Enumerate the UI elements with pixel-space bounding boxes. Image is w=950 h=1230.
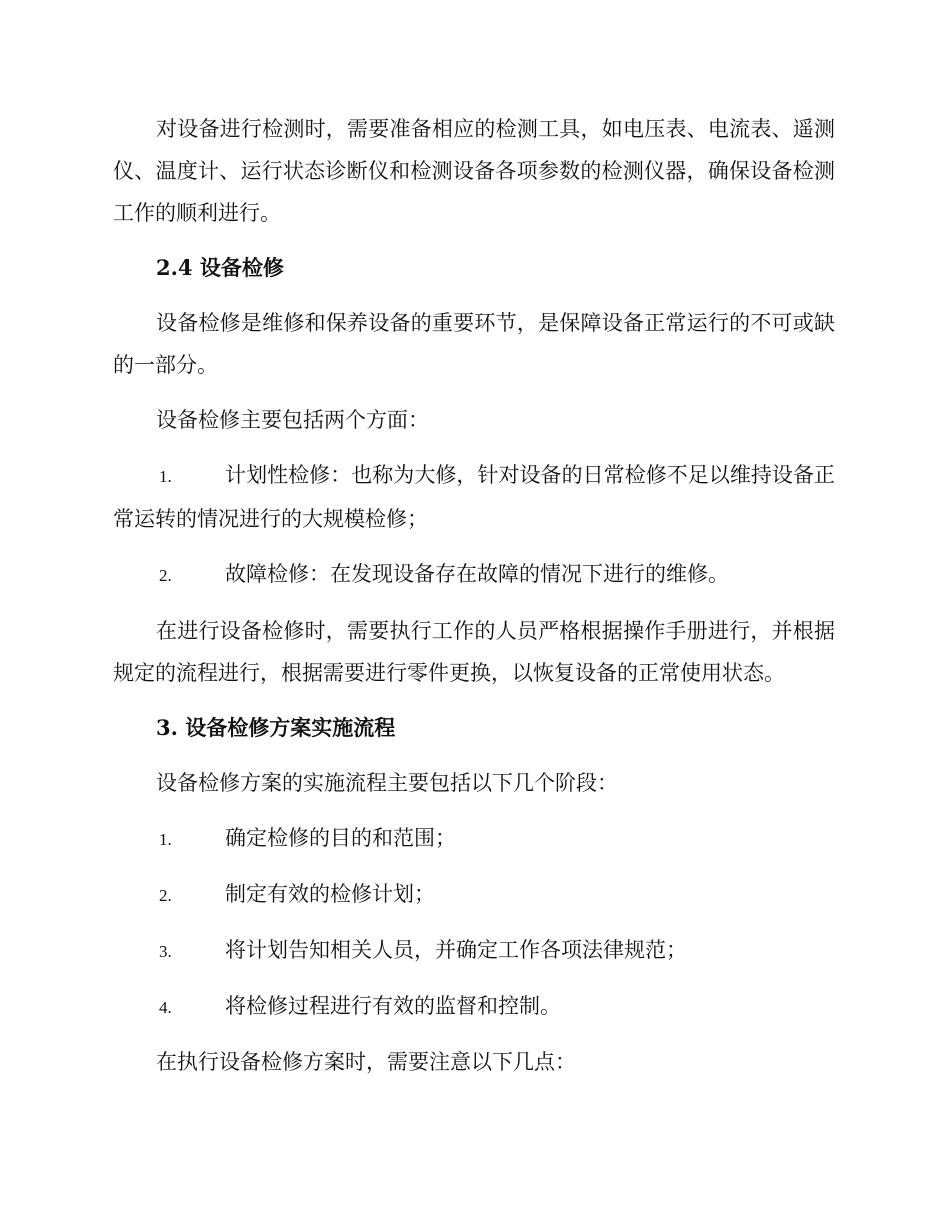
paragraph-detection-tools: 对设备进行检测时，需要准备相应的检测工具，如电压表、电流表、遥测仪、温度计、运行状态诊断仪和检测设备各项参数的检测仪器，确保设备检测工作的顺利进行。 [113,117,835,225]
list-number: 2. [159,566,172,585]
list-item-text: 制定有效的检修计划； [225,882,435,906]
list-item [113,454,835,540]
paragraph-maintenance-intro: 设备检修是维修和保养设备的重要环节，是保障设备正常运行的不可或缺的一部分。 [113,311,835,377]
paragraph-notes-intro: 在执行设备检修方案时，需要注意以下几点： [156,1050,576,1074]
list-number: 3. [159,942,172,961]
list-item-text: 将检修过程进行有效的监督和控制。 [225,994,561,1018]
section-heading-3: 3. 设备检修方案实施流程 [156,715,396,740]
section-heading-2-4: 2.4 设备检修 [156,255,284,280]
list-number: 1. [159,830,172,849]
list-item-text: 计划性检修：也称为大修，针对设备的日常检修不足以维持设备正常运转的情况进行的大规模检修； [113,463,835,531]
list-item [113,817,835,861]
document-page [113,108,835,1096]
list-item [113,929,835,973]
list-item [113,553,835,597]
list-item-text: 将计划告知相关人员，并确定工作各项法律规范； [225,938,687,962]
list-item [113,873,835,917]
list-number: 2. [159,886,172,905]
list-item-text: 故障检修：在发现设备存在故障的情况下进行的维修。 [225,562,729,586]
paragraph-maintenance-aspects: 设备检修主要包括两个方面： [156,408,429,432]
paragraph-implementation-stages: 设备检修方案的实施流程主要包括以下几个阶段： [156,771,618,795]
list-item-text: 确定检修的目的和范围； [225,826,456,850]
list-item [113,985,835,1029]
list-number: 4. [159,998,172,1017]
paragraph-maintenance-procedure: 在进行设备检修时，需要执行工作的人员严格根据操作手册进行，并根据规定的流程进行，根据需要进行零件更换，以恢复设备的正常使用状态。 [113,619,835,685]
list-number: 1. [159,467,172,486]
